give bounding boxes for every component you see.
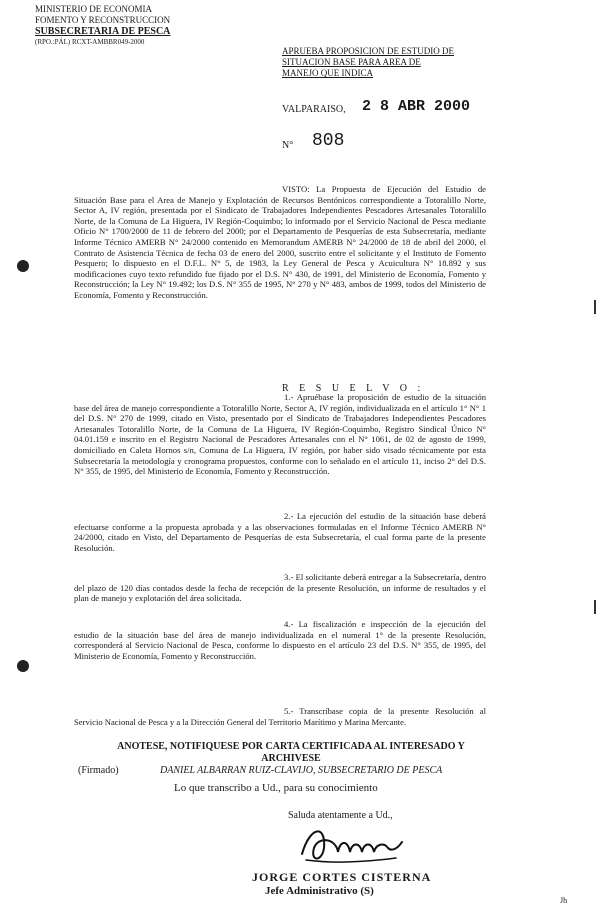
signatory-name: JORGE CORTES CISTERNA — [252, 870, 432, 884]
item-number: 5.- — [284, 706, 294, 716]
item-text: La ejecución del estudio de la situación base deberá efectuarse conforme a la propuesta aprobada y a las observaciones formuladas en el Informe Técnico AMERB N° 24/2000, citado en Visto, del Departamento de Pesquerías de esta Subsecretaría, el cual forma parte de la presente Resolución. — [74, 511, 486, 553]
anotese-clause: ANOTESE, NOTIFIQUESE POR CARTA CERTIFICADA AL INTERESADO Y ARCHIVESE — [117, 741, 465, 764]
punch-hole-mark — [17, 660, 29, 672]
item-number: 2.- — [284, 511, 294, 521]
signatory-role: Jefe Administrativo (S) — [265, 885, 374, 897]
resolution-item-3 — [74, 572, 486, 604]
resolution-number: 808 — [312, 131, 345, 151]
resolution-item-2 — [74, 511, 486, 553]
item-number: 4.- — [284, 619, 294, 629]
place: VALPARAISO, — [282, 104, 346, 115]
item-text: El solicitante deberá entregar a la Subsecretaría, dentro del plazo de 120 días contados desde la fecha de recepción de la presente Resolución, un informe de resultados y el plan de manejo y explotación del área solicitada. — [74, 572, 487, 604]
margin-mark — [594, 600, 596, 614]
item-text: Transcríbase copia de la presente Resolución al Servicio Nacional de Pesca y a la Dirección General del Territorio Marítimo y Marina Mercante. — [74, 706, 486, 727]
letterhead-ministry: MINISTERIO DE ECONOMIA — [35, 4, 152, 14]
item-text: La fiscalización e inspección de la ejecución del estudio de la situación base del área de manejo individualizada en el numeral 1° de la presente Resolución, corresponderá al Servicio Nacional de Pesca, conforme lo dispuesto en el artículo 23 del D.S. N° 355, de 1995, del Ministerio de Economía, Fomento y Reconstrucción. — [74, 619, 487, 661]
item-text: Apruébase la proposición de estudio de la situación base del área de manejo correspondiente a Totoralillo Norte, Sector A, IV región, individualizada en el artículo 1° N° 1 del D.S. N° 270 de 1999, citado en Visto, presentado por el Sindicato de Trabajadores Independientes Pescadores Artesanales Totoralillo Norte, de la Comuna de La Higuera, IV Región-Coquimbo, Registro Sindical Único N° 04.01.159 e inscrito en el Registro Nacional de Pescadores Artesanales con el N° 1061, de 02 de agosto de 1999, domiciliado en Caleta Hornos s/n, Comuna de La Higuera, IV región, por haber sido visado técnicamente por esta Subsecretaría la metodología y cronograma propuestos, conforme con lo señalado en el artículo 11, inciso 2° del D.S. N° 355, de 1995, del Ministerio de Economía, Fomento y Reconstrucción. — [74, 392, 486, 477]
item-number: 1.- — [284, 392, 294, 402]
resuelvo-heading: R E S U E L V O : — [282, 383, 425, 394]
resolution-item-1 — [74, 392, 486, 477]
punch-hole-mark — [17, 260, 29, 272]
visto-text: La Propuesta de Ejecución del Estudio de Situación Base para el Area de Manejo y Explotación de Recursos Bentónicos correspondiente a Totoralillo Norte, Sector A, IV región, presentada por el Sindicato de Trabajadores Independientes Pescadores Artesanales Totoralillo Norte, de la Comuna de La Higuera, IV Región-Coquimbo; lo informado por el Servicio Nacional de Pesca mediante Oficio N° 1700/2000 de 11 de febrero del 2000; por el Departamento de Pesquerías de esta Subsecretaría, mediante Informe Técnico AMERB N° 24/2000 contenido en Memorandum AMERB N° 24/2000 de 18 de abril del 2000, el Contrato de Asistencia Técnica de fecha 03 de enero del 2000, suscrito entre el solicitante y el Instituto de Fomento Pesquero; lo dispuesto en el D.F.L. N° 5, de 1983, la Ley General de Pesca y Acuicultura N° 18.892 y sus modificaciones cuyo texto refundido fue fijado por el D.S. N° 430, de 1991, del Ministerio de Economía, Fomento y Reconstrucción; la Ley N° 19.492; los D.S. N° 355 de 1995, N° 270 y N° 483, ambos de 1999, todos del Ministerio de Economía, Fomento y Reconstrucción. — [74, 184, 486, 300]
visto-paragraph — [74, 184, 486, 301]
corner-mark: Jh — [560, 896, 568, 905]
resolution-subject — [282, 46, 492, 79]
letterhead-reference: (RPO.:PÁL) RCXT-AMBBR049-2000 — [35, 38, 145, 46]
subject-line-2: SITUACION BASE PARA AREA DE — [282, 57, 421, 67]
resolution-item-5 — [74, 706, 486, 727]
letterhead — [35, 4, 170, 48]
firmado-name: DANIEL ALBARRAN RUIZ-CLAVIJO, SUBSECRETARIO DE PESCA — [160, 765, 443, 776]
visto-lead: VISTO: — [282, 184, 310, 194]
firmado-label: (Firmado) — [78, 765, 119, 776]
transcription-note: Lo que transcribo a Ud., para su conocimiento — [174, 782, 378, 794]
number-label: N° — [282, 140, 294, 151]
letterhead-subsecretaria: SUBSECRETARIA DE PESCA — [35, 26, 171, 37]
closing-salutation: Saluda atentamente a Ud., — [288, 810, 393, 821]
date-stamp: 2 8 ABR 2000 — [362, 98, 471, 115]
handwritten-signature — [296, 818, 406, 868]
resolution-item-4 — [74, 619, 486, 661]
subject-line-1: APRUEBA PROPOSICION DE ESTUDIO DE — [282, 46, 455, 56]
letterhead-ministry-sub: FOMENTO Y RECONSTRUCCION — [35, 15, 171, 25]
item-number: 3.- — [284, 572, 294, 582]
subject-line-3: MANEJO QUE INDICA — [282, 68, 373, 78]
margin-mark — [594, 300, 596, 314]
